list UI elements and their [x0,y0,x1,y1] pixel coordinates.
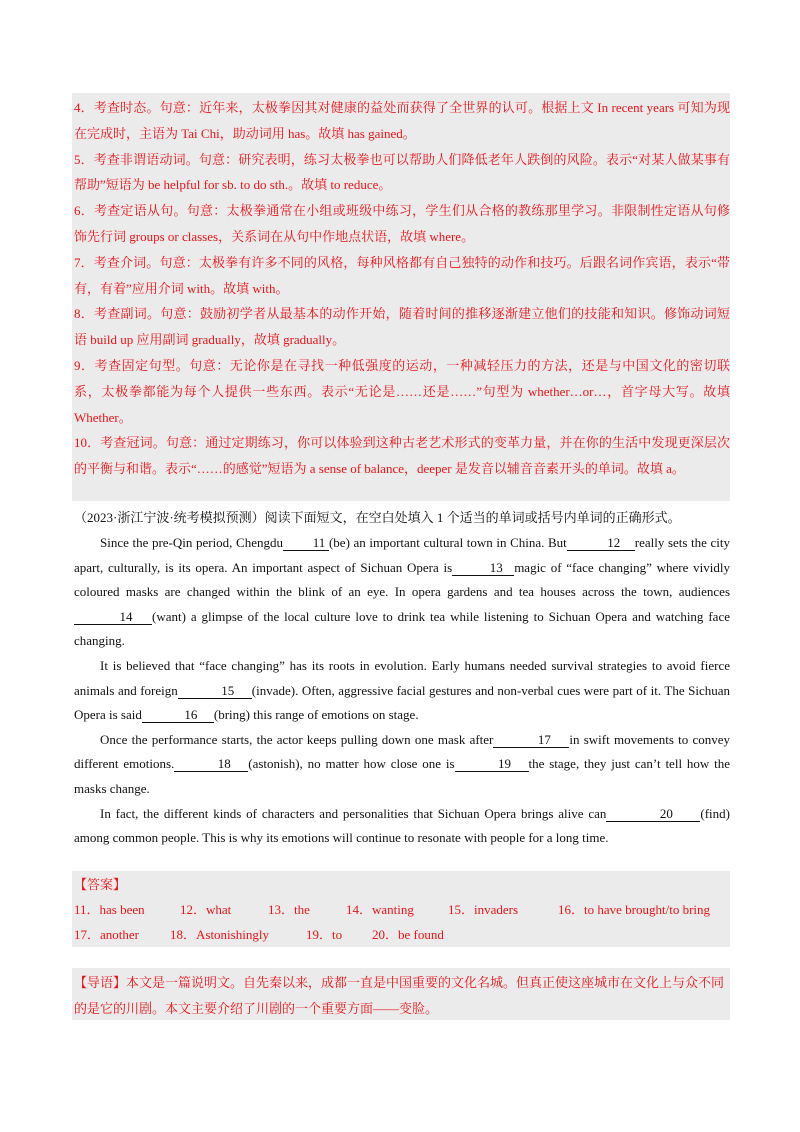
passage-paragraph-3 [74,728,730,802]
passage-text: (invade). Often, aggressive facial gestures and non-verbal cues were part of it. The Sichuan Opera is said [74,682,730,723]
answer-block [74,872,730,947]
explanation-6: 6．考查定语从句。句意：太极拳通常在小组或班级中练习，学生们从合格的教练那里学习。非限制性定语从句修饰先行词 groups or classes，关系词在从句中作地点状语，故填 where。 [74,203,730,244]
answer-item: 17．another [74,927,139,942]
passage-text: (want) a glimpse of the local culture love to drink tea while listening to Sichuan Opera and watching face changing. [74,608,730,649]
passage-text: the stage, they just can’t tell how the masks change. [74,756,730,796]
passage-text: In fact, the different kinds of characters and personalities that Sichuan Opera brings alive can [100,805,607,821]
blank-18: 18 [174,757,248,772]
blank-14: 14 [74,610,152,625]
answer-item: 14．wanting [346,902,414,917]
blank-16: 16 [142,708,214,723]
explanations-block [74,95,730,482]
passage-paragraph-1 [74,531,730,654]
explanation-7: 7．考查介词。句意：太极拳有许多不同的风格，每种风格都有自己独特的动作和技巧。后跟名词作宾语，表示“带有，有着”应用介词 with。故填 with。 [74,254,730,296]
blank-12: 12 [567,536,635,551]
blank-20: 20 [606,807,700,822]
blank-17: 17 [493,733,569,748]
passage-text: magic of “face changing” where vividly coloured masks are changed within the blink of an eye. In opera gardens and tea houses across the town, audiences [74,559,730,600]
passage-text: (find) among common people. This is why its emotions will continue to resonate with people for a long time. [74,805,730,846]
answer-item: 20．be found [372,927,444,942]
guide-text: 【导语】本文是一篇说明文。自先秦以来，成都一直是中国重要的文化名城。但真正使这座城市在文化上与众不同的是它的川剧。本文主要介绍了川剧的一个重要方面——变脸。 [74,975,725,1016]
answer-heading: 【答案】 [74,877,127,892]
blank-15: 15 [178,684,252,699]
passage-paragraph-2 [74,654,730,728]
passage-text: Since the pre-Qin period, Chengdu [100,535,283,550]
blank-13: 13 [452,561,514,576]
explanation-10: 10．考查冠词。句意：通过定期练习，你可以体验到这种古老艺术形式的变革力量，并在你的生活中发现更深层次的平衡与和谐。表示“……的感觉”短语为 a sense of balance，deeper 是发音以辅音音素开头的单词。故填 a。 [74,435,730,477]
passage-text: in swift movements to convey different emotions. [74,731,730,772]
answer-item: 11．has been [74,902,145,917]
guide-block [74,970,730,1022]
passage-paragraph-4 [74,802,730,851]
answer-item: 15．invaders [448,902,519,917]
answer-item: 16．to have brought/to bring [558,902,711,917]
cloze-passage [74,531,730,851]
passage-text: (astonish), no matter how close one is [248,756,455,772]
answer-item: 13．the [268,902,310,917]
explanation-9: 9．考查固定句型。句意：无论你是在寻找一种低强度的运动，一种减轻压力的方法，还是与中国文化的密切联系，太极拳都能为每个人提供一些东西。表示“无论是……还是……”句型为 whether…or…，首字母大写。故填 Whether。 [74,357,730,425]
passage-text: (be) an important cultural town in China. But [328,535,567,550]
blank-19: 19 [455,757,529,772]
answer-item: 19．to [306,927,343,942]
passage-text: really sets the city apart, culturally, is its opera. An important aspect of Sichuan Opera is [74,535,731,575]
explanation-8: 8．考查副词。句意：鼓励初学者从最基本的动作开始，随着时间的推移逐渐建立他们的技能和知识。修饰动词短语 build up 应用副词 gradually，故填 gradually。 [74,306,730,348]
explanation-5: 5．考查非谓语动词。句意：研究表明，练习太极拳也可以帮助人们降低老年人跌倒的风险。表示“对某人做某事有帮助”短语为 be helpful for sb. to do sth.。故填 to reduce。 [74,151,730,193]
blank-11: 11 [283,536,329,551]
answer-item: 12．what [180,902,232,917]
question-source-line: （2023·浙江宁波·统考模拟预测）阅读下面短文，在空白处填入 1 个适当的单词或括号内单词的正确形式。 [74,510,681,525]
answer-row-1 [74,897,730,922]
passage-text: (bring) this range of emotions on stage. [213,707,419,723]
passage-text: It is believed that “face changing” has its roots in evolution. Early humans needed survival strategies to avoid fierce animals and foreign [74,657,730,698]
explanation-4: 4．考查时态。句意：近年来，太极拳因其对健康的益处而获得了全世界的认可。根据上文 In recent years 可知为现在完成时，主语为 Tai Chi，助动词用 has。故填 has gained。 [74,100,730,141]
answer-row-2 [74,922,730,947]
answer-item: 18．Astonishingly [170,927,269,942]
passage-text: Once the performance starts, the actor keeps pulling down one mask after [100,731,494,747]
